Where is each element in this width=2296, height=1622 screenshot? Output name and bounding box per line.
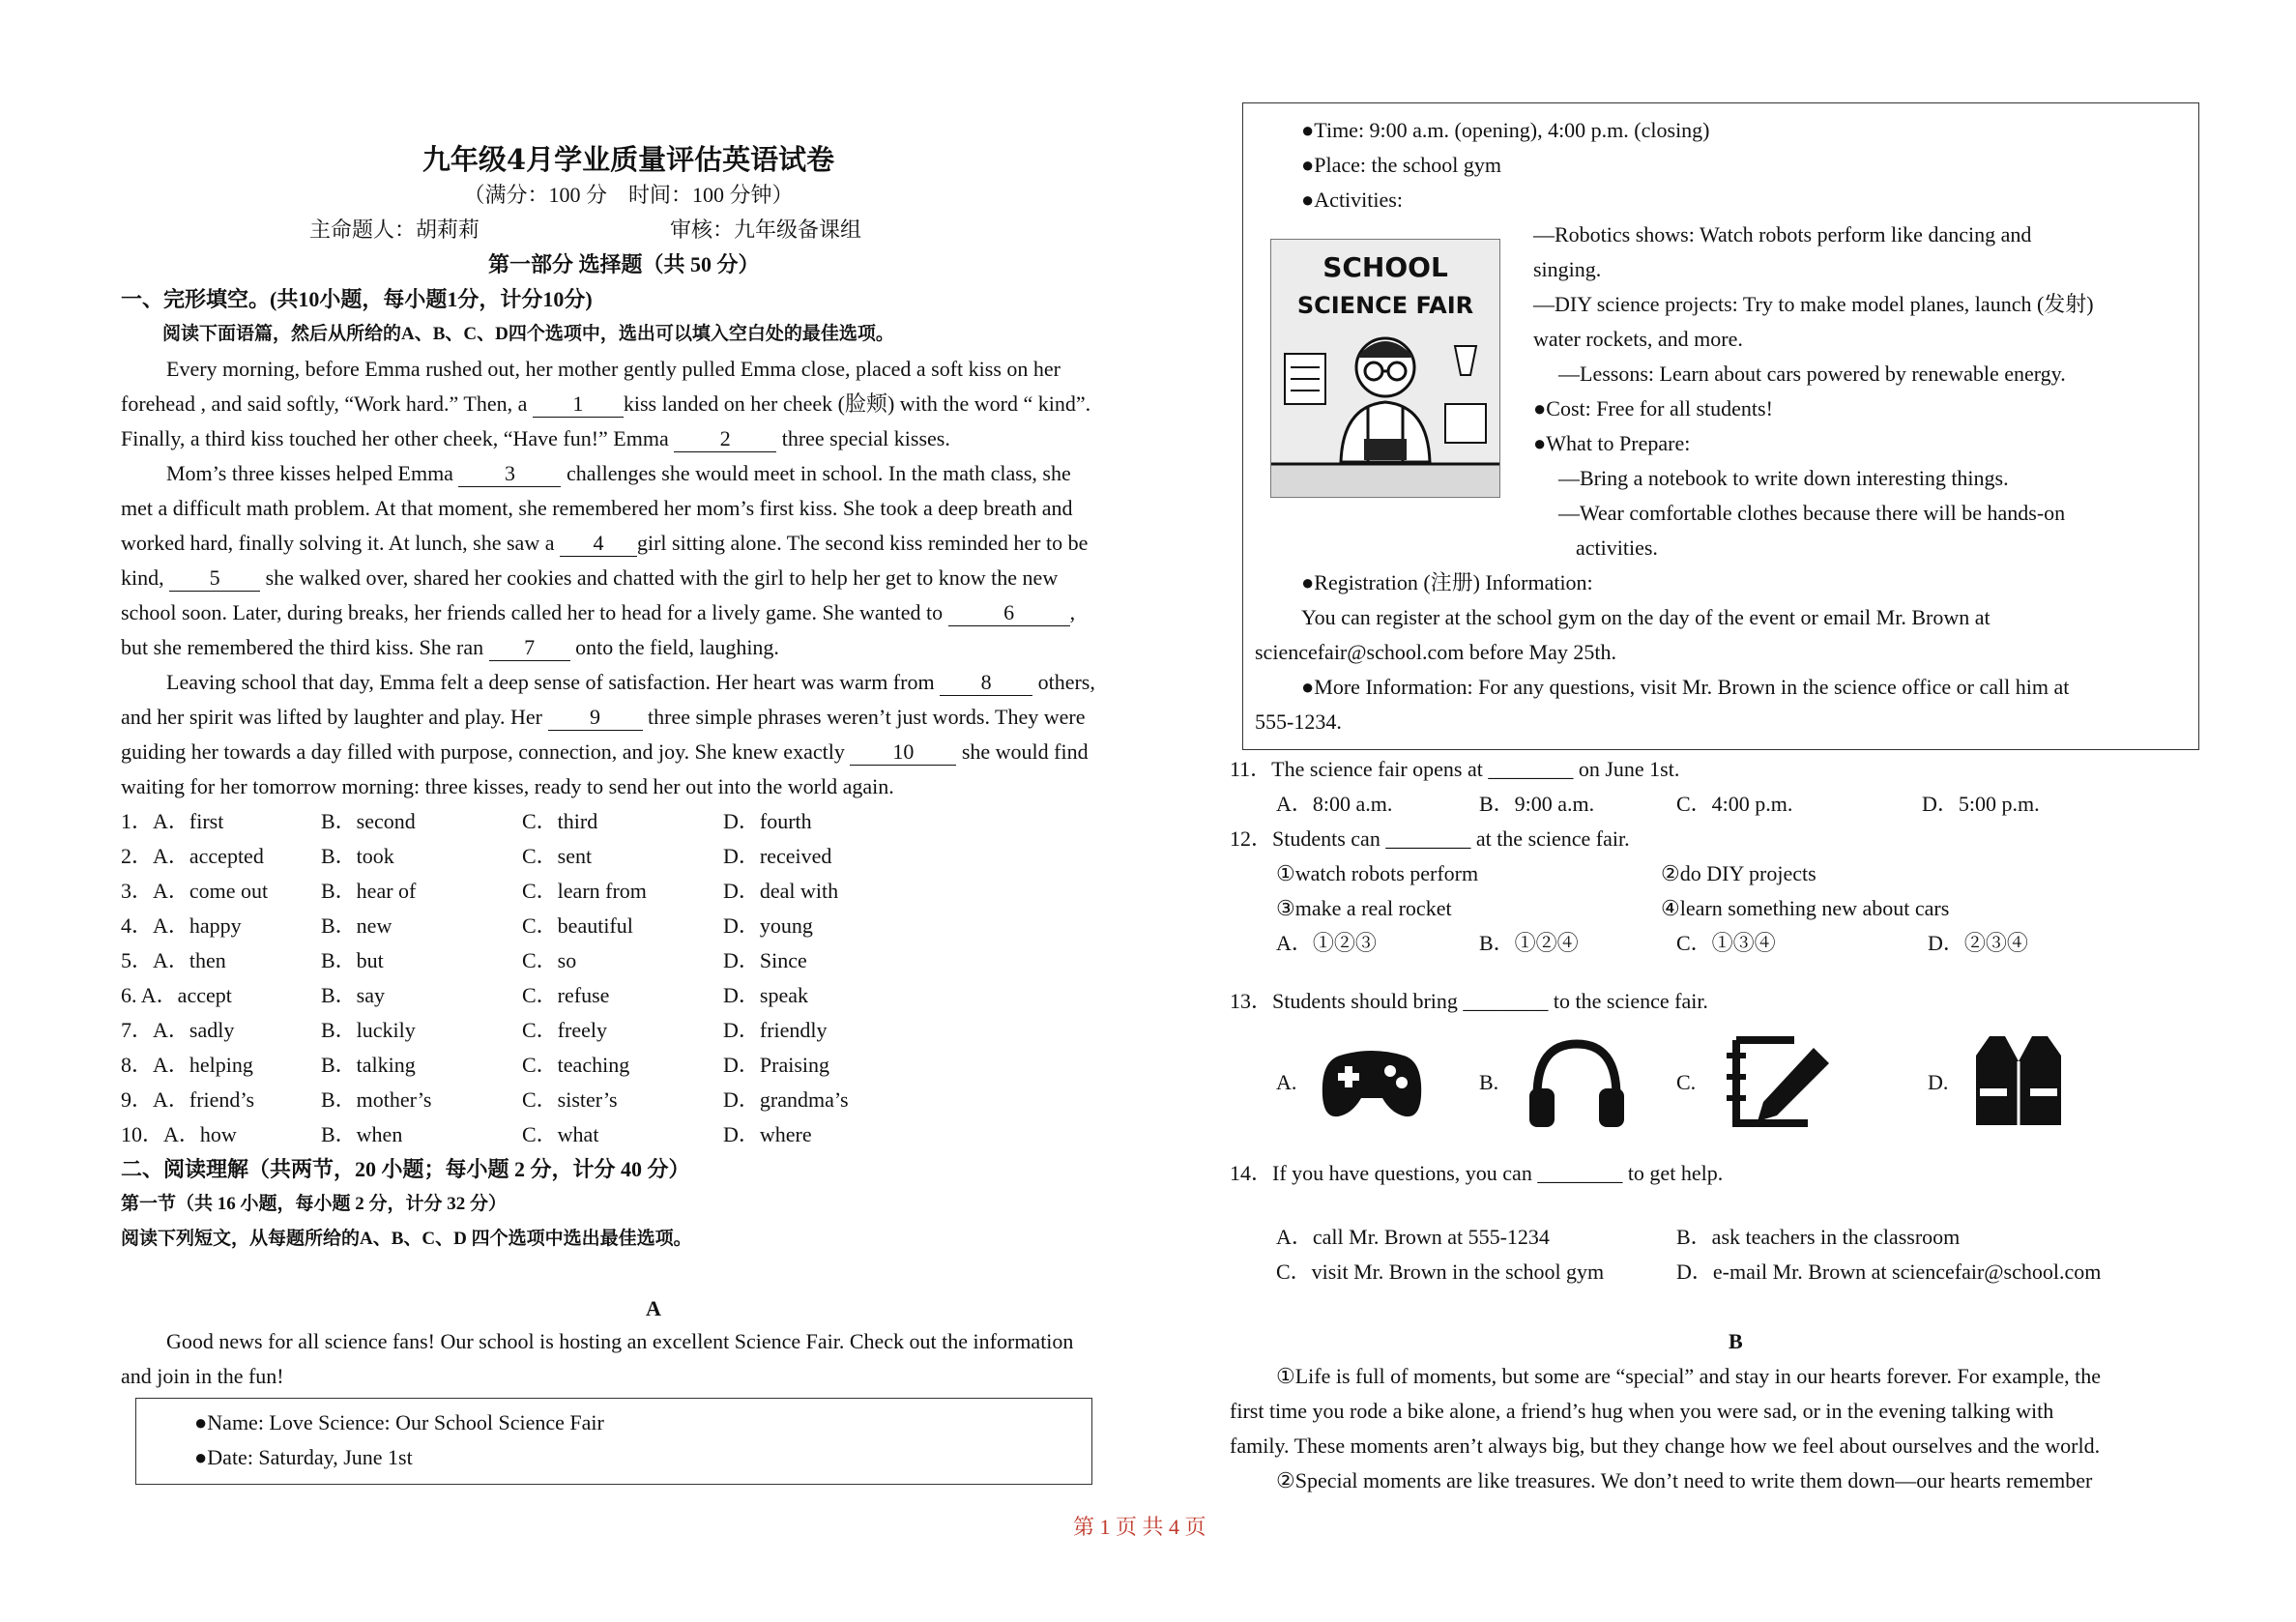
q11-option-c[interactable]: C．4:00 p.m.: [1676, 792, 1793, 816]
option-6c[interactable]: C．refuse: [522, 983, 610, 1007]
info-clothes-line2: activities.: [1576, 536, 1658, 560]
blank-8[interactable]: 8: [940, 670, 1032, 696]
info-box-left: [135, 1398, 1092, 1485]
option-5b[interactable]: B．but: [321, 948, 384, 972]
blank-6[interactable]: 6: [948, 600, 1070, 626]
q14-option-c[interactable]: C．visit Mr. Brown in the school gym: [1276, 1260, 1605, 1284]
option-10a[interactable]: 10．A．how: [121, 1122, 237, 1146]
poster-science-fair-text: SCIENCE FAIR: [1296, 292, 1474, 319]
cloze-section-title: 一、完形填空。(共10小题，每小题1分，计分10分): [121, 287, 593, 311]
info-cost: ●Cost: Free for all students!: [1533, 396, 1773, 420]
option-5d[interactable]: D．Since: [723, 948, 807, 972]
cloze-p3-line1: [166, 665, 1095, 700]
option-8c[interactable]: C．teaching: [522, 1053, 630, 1077]
poster-school-text: SCHOOL: [1322, 251, 1448, 283]
option-8d[interactable]: D．Praising: [723, 1053, 830, 1077]
passage-b-line4: ②Special moments are like treasures. We don’t need to write them down—our hearts remember: [1276, 1468, 2093, 1492]
info-registration: ●Registration (注册) Information:: [1301, 570, 1593, 594]
info-robotics-line2: singing.: [1533, 257, 1602, 281]
option-9b[interactable]: B．mother’s: [321, 1087, 432, 1112]
notebook-pen-icon[interactable]: [1721, 1034, 1837, 1129]
blank-7[interactable]: 7: [489, 635, 570, 661]
option-7d[interactable]: D．friendly: [723, 1018, 828, 1042]
q11-option-a[interactable]: A．8:00 a.m.: [1276, 792, 1393, 816]
cloze-p2-line5: [121, 595, 1075, 630]
vest-icon[interactable]: [1972, 1032, 2065, 1129]
part1-title: 第一部分 选择题（共 50 分）: [488, 252, 760, 276]
option-7a[interactable]: 7．A．sadly: [121, 1018, 235, 1042]
passage-b-line3: family. These moments aren’t always big, but they change how we feel about ourselves and the world.: [1230, 1434, 2101, 1458]
info-reg-line2: sciencefair@school.com before May 25th.: [1255, 640, 1616, 664]
option-3a[interactable]: 3．A．come out: [121, 879, 269, 903]
text: onto the field, laughing.: [569, 635, 779, 659]
text: kind,: [121, 565, 170, 590]
blank-9[interactable]: 9: [548, 705, 643, 731]
option-10c[interactable]: C．what: [522, 1122, 599, 1146]
blank-10[interactable]: 10: [850, 739, 956, 766]
option-2d[interactable]: D．received: [723, 844, 832, 868]
q13-option-c[interactable]: C.: [1676, 1070, 1697, 1094]
q11-option-b[interactable]: B．9:00 a.m.: [1479, 792, 1595, 816]
cloze-p1-line3: [121, 421, 950, 456]
option-9c[interactable]: C．sister’s: [522, 1087, 618, 1112]
option-6a[interactable]: 6. A．accept: [121, 983, 232, 1007]
blank-3[interactable]: 3: [458, 461, 561, 487]
blank-2[interactable]: 2: [674, 426, 776, 452]
info-notebook: —Bring a notebook to write down interesting things.: [1558, 466, 2009, 490]
option-8a[interactable]: 8．A．helping: [121, 1053, 253, 1077]
text: Finally, a third kiss touched her other cheek, “Have fun!” Emma: [121, 426, 675, 450]
cloze-p2-line6: [121, 630, 779, 665]
option-1a[interactable]: 1．A．first: [121, 809, 224, 833]
option-4b[interactable]: B．new: [321, 913, 392, 938]
option-3d[interactable]: D．deal with: [723, 879, 839, 903]
option-1d[interactable]: D．fourth: [723, 809, 812, 833]
cloze-p2-line2: met a difficult math problem. At that moment, she remembered her mom’s first kiss. She took a deep breath and: [121, 496, 1073, 520]
q12-option-b[interactable]: B．①②④: [1479, 931, 1579, 955]
info-robotics-line1: —Robotics shows: Watch robots perform like dancing and: [1533, 222, 2032, 246]
info-reg-line1: You can register at the school gym on the day of the event or email Mr. Brown at: [1301, 605, 1991, 629]
q14-option-b[interactable]: B．ask teachers in the classroom: [1676, 1225, 1961, 1249]
cloze-p3-line3: [121, 735, 1089, 769]
option-8b[interactable]: B．talking: [321, 1053, 416, 1077]
q12-option-d[interactable]: D．②③④: [1928, 931, 2028, 955]
passage-b-label: B: [1729, 1329, 1743, 1353]
q13-option-a[interactable]: A.: [1276, 1070, 1297, 1094]
text: kiss landed on her cheek (脸颊) with the word “ kind”.: [623, 391, 1091, 416]
reading-sub-title: 第一节（共 16 小题，每小题 2 分，计分 32 分）: [121, 1194, 508, 1214]
info-date: ●Date: Saturday, June 1st: [194, 1445, 413, 1469]
info-prepare: ●What to Prepare:: [1533, 431, 1691, 455]
q12-item-4: ④learn something new about cars: [1661, 896, 1950, 920]
cloze-p2-line3: [121, 526, 1088, 561]
text: girl sitting alone. The second kiss reminded her to be: [636, 531, 1089, 555]
cloze-instruction: 阅读下面语篇，然后从所给的A、B、C、D四个选项中，选出可以填入空白处的最佳选项。: [162, 324, 894, 344]
cloze-p1-line2: [121, 387, 1090, 421]
q12-option-a[interactable]: A．①②③: [1276, 931, 1377, 955]
exam-title: 九年级4月学业质量评估英语试卷: [421, 143, 835, 176]
gamepad-icon[interactable]: [1319, 1038, 1425, 1125]
option-6d[interactable]: D．speak: [723, 983, 808, 1007]
cloze-p3-line2: [121, 700, 1086, 735]
text: forehead , and said softly, “Work hard.” Then, a: [121, 391, 533, 416]
page-footer: 第 1 页 共 4 页: [1073, 1515, 1206, 1539]
passage-b-line2: first time you rode a bike alone, a friend’s hug when you were sad, or in the evening talking with: [1230, 1399, 2054, 1423]
blank-5[interactable]: 5: [169, 565, 260, 592]
option-5c[interactable]: C．so: [522, 948, 577, 972]
text: others,: [1032, 670, 1095, 694]
passage-b-line1: ①Life is full of moments, but some are “special” and stay in our hearts forever. For example, the: [1276, 1364, 2102, 1388]
q13-option-d[interactable]: D.: [1928, 1070, 1949, 1094]
info-clothes-line1: —Wear comfortable clothes because there will be hands-on: [1558, 501, 2066, 525]
q12-item-2: ②do DIY projects: [1661, 861, 1816, 885]
info-more-line2: 555-1234.: [1255, 710, 1342, 734]
option-7b[interactable]: B．luckily: [321, 1018, 416, 1042]
info-place: ●Place: the school gym: [1301, 153, 1501, 177]
science-fair-poster: [1270, 239, 1500, 498]
option-4a[interactable]: 4．A．happy: [121, 913, 242, 938]
option-1b[interactable]: B．second: [321, 809, 416, 833]
cloze-p3-line4: waiting for her tomorrow morning: three kisses, ready to send her out into the world again.: [121, 774, 894, 798]
option-4c[interactable]: C．beautiful: [522, 913, 633, 938]
text: ,: [1069, 600, 1076, 624]
info-more-line1: ●More Information: For any questions, visit Mr. Brown in the science office or call him at: [1301, 675, 2070, 699]
cloze-p2-line1: [166, 456, 1071, 491]
q14-option-d[interactable]: D．e-mail Mr. Brown at sciencefair@school.com: [1676, 1260, 2102, 1284]
q12-item-1: ①watch robots perform: [1276, 861, 1479, 885]
option-3b[interactable]: B．hear of: [321, 879, 417, 903]
passage-a-intro-line1: Good news for all science fans! Our school is hosting an excellent Science Fair. Check out the information: [166, 1329, 1074, 1353]
cloze-p2-line4: [121, 561, 1058, 595]
option-9d[interactable]: D．grandma’s: [723, 1087, 849, 1112]
q12-option-c[interactable]: C．①③④: [1676, 931, 1776, 955]
info-activities: ●Activities:: [1301, 188, 1403, 212]
info-time: ●Time: 9:00 a.m. (opening), 4:00 p.m. (closing): [1301, 118, 1710, 142]
text: but she remembered the third kiss. She ran: [121, 635, 489, 659]
text: worked hard, finally solving it. At lunch, she saw a: [121, 531, 560, 555]
text: guiding her towards a day filled with purpose, connection, and joy. She knew exactly: [121, 739, 851, 764]
text: Leaving school that day, Emma felt a deep sense of satisfaction. Her heart was warm from: [166, 670, 941, 694]
exam-setter: 主命题人：胡莉莉: [309, 217, 480, 242]
option-1c[interactable]: C．third: [522, 809, 598, 833]
info-lessons: —Lessons: Learn about cars powered by renewable energy.: [1558, 362, 2066, 386]
option-7c[interactable]: C．freely: [522, 1018, 607, 1042]
info-box-right: [1242, 102, 2199, 750]
option-3c[interactable]: C．learn from: [522, 879, 647, 903]
blank-4[interactable]: 4: [560, 531, 637, 557]
option-9a[interactable]: 9．A．friend’s: [121, 1087, 255, 1112]
text: she would find: [956, 739, 1089, 764]
text: three simple phrases weren’t just words. They were: [642, 705, 1086, 729]
info-diy-line1: —DIY science projects: Try to make model planes, launch (发射): [1533, 292, 2094, 316]
reading-section-title: 二、阅读理解（共两节，20 小题；每小题 2 分，计分 40 分）: [121, 1157, 690, 1181]
info-diy-line2: water rockets, and more.: [1533, 327, 1743, 351]
option-4d[interactable]: D．young: [723, 913, 813, 938]
option-10b[interactable]: B．when: [321, 1122, 403, 1146]
q11-option-d[interactable]: D．5:00 p.m.: [1922, 792, 2040, 816]
q12-item-3: ③make a real rocket: [1276, 896, 1452, 920]
blank-1[interactable]: 1: [533, 391, 624, 418]
text: school soon. Later, during breaks, her friends called her to head for a lively game. She wanted to: [121, 600, 948, 624]
option-10d[interactable]: D．where: [723, 1122, 812, 1146]
passage-a-intro-line2: and join in the fun!: [121, 1364, 284, 1388]
exam-subtitle: （满分：100 分 时间：100 分钟）: [463, 183, 794, 207]
question-11: 11．The science fair opens at ________ on June 1st.: [1230, 757, 1680, 781]
text: three special kisses.: [776, 426, 950, 450]
info-name: ●Name: Love Science: Our School Science Fair: [194, 1410, 604, 1434]
text: Mom’s three kisses helped Emma: [166, 461, 459, 485]
text: she walked over, shared her cookies and chatted with the girl to help her get to know the new: [260, 565, 1059, 590]
question-14: 14．If you have questions, you can ________ to get help.: [1230, 1161, 1724, 1185]
option-5a[interactable]: 5．A．then: [121, 948, 226, 972]
option-2c[interactable]: C．sent: [522, 844, 593, 868]
headphones-icon[interactable]: [1524, 1034, 1630, 1129]
cloze-p1-line1: Every morning, before Emma rushed out, her mother gently pulled Emma close, placed a soft kiss on her: [166, 357, 1061, 381]
question-12: 12．Students can ________ at the science fair.: [1230, 826, 1630, 851]
option-6b[interactable]: B．say: [321, 983, 386, 1007]
question-13: 13．Students should bring ________ to the science fair.: [1230, 989, 1708, 1013]
q13-option-b[interactable]: B.: [1479, 1070, 1499, 1094]
q14-option-a[interactable]: A．call Mr. Brown at 555-1234: [1276, 1225, 1550, 1249]
text: and her spirit was lifted by laughter and play. Her: [121, 705, 548, 729]
passage-a-label: A: [646, 1296, 661, 1320]
exam-reviewer: 审核：九年级备课组: [670, 217, 862, 242]
option-2a[interactable]: 2．A．accepted: [121, 844, 264, 868]
reading-instruction: 阅读下列短文，从每题所给的A、B、C、D 四个选项中选出最佳选项。: [121, 1229, 692, 1249]
option-2b[interactable]: B．took: [321, 844, 394, 868]
text: challenges she would meet in school. In the math class, she: [561, 461, 1071, 485]
